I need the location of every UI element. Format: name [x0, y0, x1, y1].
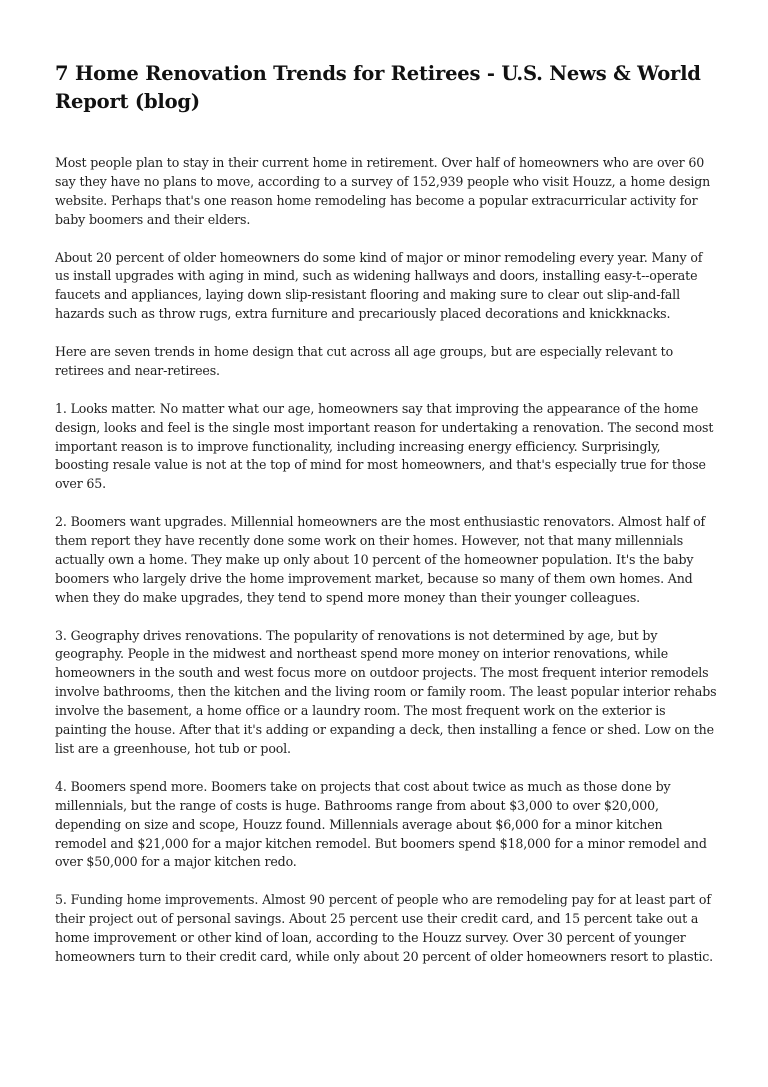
paragraph-intro: Most people plan to stay in their current home in retirement. Over half of homeowners who are over 60 say they have no plans to move, according to a survey of 152,939 people who visit Houzz, a home design website. Perhaps that's one reason home remodeling has become a popular extracurricular activity for baby boomers and their elders. [55, 155, 711, 227]
paragraph-seven-trends: Here are seven trends in home design that cut across all age groups, but are especially relevant to retirees and near-retirees. [55, 344, 674, 378]
document-title: 7 Home Renovation Trends for Retirees - U.S. News & World Report (blog) [55, 62, 701, 113]
paragraph-remodeling: About 20 percent of older homeowners do some kind of major or minor remodeling every year. Many of us install upgrades with aging in mind, such as widening hallways and doors, installing easy-t--operate faucets and appliances, laying down slip-resistant flooring and making sure to clear out slip-and-fall hazards such as throw rugs, extra furniture and precariously placed decorations and knickknacks. [55, 249, 703, 322]
paragraph-trend-1: 1. Looks matter. No matter what our age, homeowners say that improving the appearance of the home design, looks and feel is the single most important reason for undertaking a renovation. The second most important reason is to improve functionality, including increasing energy efficiency. Surprisingly, boosting resale value is not at the top of mind for most homeowners, and that's especially true for those over 65. [55, 400, 714, 492]
paragraph-trend-4: 4. Boomers spend more. Boomers take on projects that cost about twice as much as those done by millennials, but the range of costs is huge. Bathrooms range from about $3,000 to over $20,000, depending on size and scope, Houzz found. Millennials average about $6,000 for a minor kitchen remodel and $21,000 for a major kitchen remodel. But boomers spend $18,000 for a minor remodel and over $50,000 for a major kitchen redo. [55, 778, 707, 870]
paragraph-trend-2: 2. Boomers want upgrades. Millennial homeowners are the most enthusiastic renovators. Almost half of them report they have recently done some work on their homes. However, not that many millennials actually own a home. They make up only about 10 percent of the homeowner population. It's the baby boomers who largely drive the home improvement market, because so many of them own homes. And when they do make upgrades, they tend to spend more money than their younger colleagues. [55, 514, 706, 605]
paragraph-trend-5: 5. Funding home improvements. Almost 90 percent of people who are remodeling pay for at least part of their project out of personal savings. About 25 percent use their credit card, and 15 percent take out a home improvement or other kind of loan, according to the Houzz survey. Over 30 percent of younger homeowners turn to their credit card, while only about 20 percent of older homeowners resort to plastic. [55, 892, 714, 964]
paragraph-trend-3: 3. Geography drives renovations. The popularity of renovations is not determined by age, but by geography. People in the midwest and northeast spend more money on interior renovations, while homeowners in the south and west focus more on outdoor projects. The most frequent interior remodels involve bathrooms, then the kitchen and the living room or family room. The least popular interior rehabs involve the basement, a home office or a laundry room. The most frequent work on the exterior is painting the house. After that it's adding or expanding a deck, then installing a fence or shed. Low on the list are a greenhouse, hot tub or pool. [55, 627, 717, 757]
document-page [55, 60, 717, 986]
